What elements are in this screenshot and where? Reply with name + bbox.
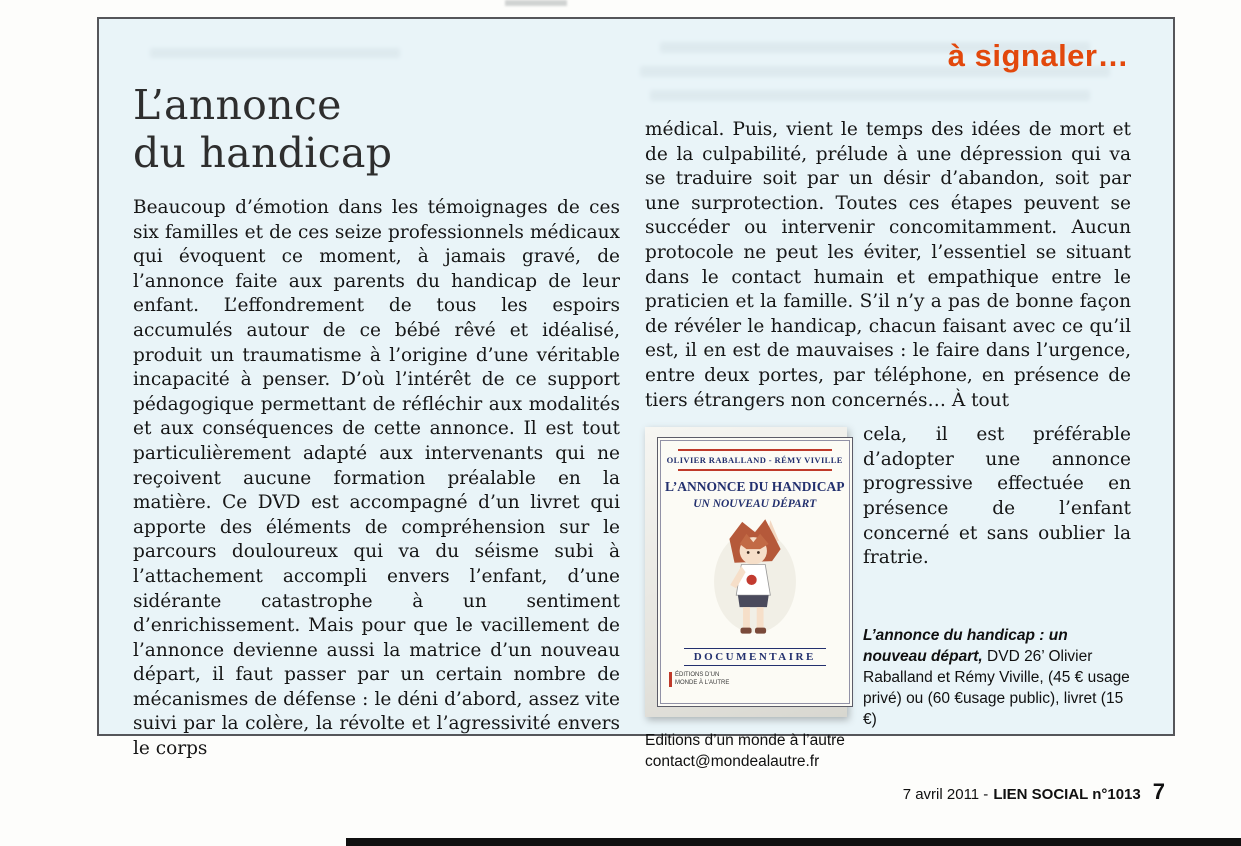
publisher-logo: ÉDITIONS D’UN MONDE À L’AUTRE bbox=[669, 672, 733, 687]
dvd-cover-genre: DOCUMENTAIRE bbox=[684, 648, 826, 666]
bleed-through-artifact bbox=[150, 48, 400, 58]
right-column bbox=[645, 118, 1131, 772]
article-title-line1: L’annonce bbox=[133, 81, 342, 129]
article-paragraph-wrap: cela, il est préférable d’adopter une annonce progressive effectuée en présence de l’enfant concerné et sans oublier la fratrie. bbox=[863, 424, 1131, 569]
section-flag: à signaler… bbox=[947, 38, 1129, 73]
scan-artifact-bottom bbox=[346, 838, 1241, 846]
dvd-cover-title: L’ANNONCE DU HANDICAP bbox=[665, 479, 845, 495]
page-footer bbox=[903, 779, 1165, 805]
page-number: 7 bbox=[1152, 779, 1165, 804]
red-rule-bottom bbox=[678, 469, 832, 471]
left-column bbox=[133, 196, 620, 762]
red-rule-top bbox=[678, 449, 832, 451]
dvd-cover-authors: OLIVIER RABALLAND - RÉMY VIVILLE bbox=[666, 455, 843, 466]
bleed-through-artifact bbox=[650, 90, 1090, 101]
article-title-line2: du handicap bbox=[133, 128, 393, 177]
footer-date: 7 avril 2011 - bbox=[902, 786, 989, 803]
dvd-caption-title: L’annonce du handicap : un nouveau départ, bbox=[863, 626, 1068, 665]
article-paragraph-left: Beaucoup d’émotion dans les témoignages de ces six familles et de ces seize professionnels médicaux qui évoquent ce moment, à jamais gravé, de l’annonce faite aux parents du handicap de leur enfant. L’effondrement de tous les espoirs accumulés autour de ce bébé rêvé et idéalisé, produit un traumatisme à l’origine d’une véritable incapacité à penser. D’où l’intérêt de ce support pédagogique permettant de réfléchir aux modalités et aux conséquences de cette annonce. Il est tout particulièrement adapté aux intervenants qui ne reçoivent aucune formation préalable en la matière. Ce DVD est accompagné d’un livret qui apporte des éléments de compréhension sur le parcours douloureux qui va du séisme subi à l’attachement accompli envers l’enfant, d’une sidérante catastrophe à un sentiment d’enrichissement. Mais pour que le vacillement de l’annonce devienne aussi la matrice d’un nouveau départ, il faut passer par un certain nombre de mécanismes de défense : le déni d’abord, assez vite suivi par la colère, la révolte et l’agressivité envers le corps bbox=[133, 197, 620, 760]
dvd-cover-subtitle: UN NOUVEAU DÉPART bbox=[693, 498, 817, 511]
dvd-cover bbox=[657, 437, 853, 707]
dvd-cover-photo bbox=[645, 427, 847, 717]
scan-artifact-top bbox=[505, 0, 567, 6]
dvd-caption-email: contact@mondealautre.fr bbox=[645, 752, 820, 770]
dvd-caption-details: DVD 26’ Olivier Raballand et Rémy Viville, (45 € usage privé) ou (60 €usage public), livret (15 €) bbox=[863, 647, 1130, 728]
dvd-caption-publisher: Editions d’un monde à l’autre bbox=[645, 731, 845, 749]
article-paragraph-right: médical. Puis, vient le temps des idées de mort et de la culpabilité, prélude à une dépression qui va se traduire soit par un désir d’abandon, soit par une surprotection. Toutes ces étapes peuvent se succéder ou intervenir concomitamment. Aucun protocole ne peut les éviter, l’essentiel se situant dans le contact humain et empathique entre le praticien et la famille. S’il n’y a pas de bonne façon de révéler le handicap, chacun faisant avec ce qu’il est, il en est de mauvaises : le faire dans l’urgence, entre deux portes, par téléphone, en présence de tiers étrangers non concernés… À tout bbox=[645, 119, 1131, 411]
article-title bbox=[133, 82, 553, 178]
footer-issue: LIEN SOCIAL n°1013 bbox=[993, 786, 1141, 803]
media-row bbox=[645, 423, 1131, 772]
dvd-cover-illustration bbox=[696, 515, 814, 643]
